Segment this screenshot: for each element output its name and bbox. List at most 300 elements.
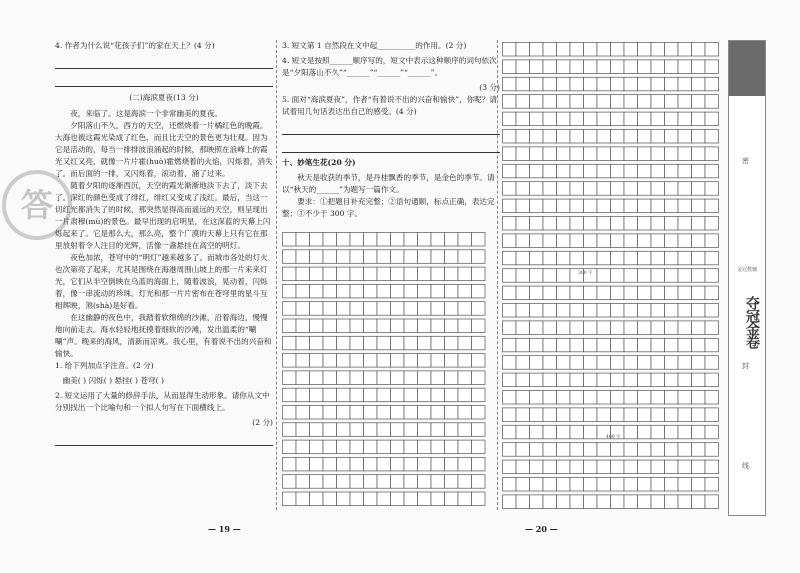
grid-cell[interactable] xyxy=(377,423,391,437)
grid-cell[interactable] xyxy=(584,112,598,126)
grid-cell[interactable] xyxy=(503,443,517,457)
grid-cell[interactable] xyxy=(458,423,472,437)
grid-cell[interactable] xyxy=(597,286,611,300)
grid-cell[interactable] xyxy=(377,267,391,281)
grid-cell[interactable] xyxy=(323,406,337,420)
grid-cell[interactable] xyxy=(638,77,652,91)
grid-cell[interactable] xyxy=(624,425,638,439)
grid-cell[interactable] xyxy=(530,443,544,457)
grid-cell[interactable] xyxy=(337,267,351,281)
grid-cell[interactable] xyxy=(611,77,625,91)
grid-cell[interactable] xyxy=(516,269,530,283)
grid-cell[interactable] xyxy=(692,269,706,283)
grid-cell[interactable] xyxy=(692,147,706,161)
grid-cell[interactable] xyxy=(503,164,517,178)
grid-cell[interactable] xyxy=(678,199,692,213)
grid-cell[interactable] xyxy=(431,406,445,420)
grid-cell[interactable] xyxy=(543,95,557,109)
grid-cell[interactable] xyxy=(584,304,598,318)
grid-cell[interactable] xyxy=(364,475,378,489)
grid-cell[interactable] xyxy=(543,321,557,335)
grid-cell[interactable] xyxy=(350,284,364,298)
grid-cell[interactable] xyxy=(557,112,571,126)
grid-cell[interactable] xyxy=(557,77,571,91)
grid-cell[interactable] xyxy=(364,423,378,437)
grid-cell[interactable] xyxy=(651,373,665,387)
grid-cell[interactable] xyxy=(692,321,706,335)
grid-cell[interactable] xyxy=(530,251,544,264)
grid-cell[interactable] xyxy=(692,443,706,457)
grid-cell[interactable] xyxy=(337,354,351,368)
grid-cell[interactable] xyxy=(570,286,584,300)
grid-cell[interactable] xyxy=(431,475,445,489)
grid-cell[interactable] xyxy=(678,443,692,457)
grid-cell[interactable] xyxy=(337,492,351,506)
grid-cell[interactable] xyxy=(472,233,486,247)
grid-cell[interactable] xyxy=(584,217,598,231)
answer-line[interactable] xyxy=(55,73,273,87)
grid-cell[interactable] xyxy=(377,440,391,454)
grid-cell[interactable] xyxy=(323,354,337,368)
grid-cell[interactable] xyxy=(543,425,557,439)
composition-grid[interactable] xyxy=(502,42,724,512)
grid-cell[interactable] xyxy=(665,112,679,126)
grid-cell[interactable] xyxy=(364,284,378,298)
grid-cell[interactable] xyxy=(296,406,310,420)
grid-cell[interactable] xyxy=(638,443,652,457)
grid-cell[interactable] xyxy=(557,251,571,264)
grid-cell[interactable] xyxy=(638,391,652,405)
grid-cell[interactable] xyxy=(705,391,719,405)
grid-cell[interactable] xyxy=(404,284,418,298)
grid-cell[interactable] xyxy=(503,95,517,109)
grid-cell[interactable] xyxy=(418,267,432,281)
grid-cell[interactable] xyxy=(692,304,706,318)
grid-cell[interactable] xyxy=(624,60,638,74)
grid-cell[interactable] xyxy=(283,302,297,316)
composition-grid[interactable] xyxy=(282,232,490,512)
grid-cell[interactable] xyxy=(472,423,486,437)
grid-cell[interactable] xyxy=(638,286,652,300)
grid-cell[interactable] xyxy=(418,284,432,298)
grid-cell[interactable] xyxy=(651,182,665,196)
grid-cell[interactable] xyxy=(530,269,544,283)
grid-cell[interactable] xyxy=(458,371,472,385)
grid-cell[interactable] xyxy=(557,443,571,457)
grid-cell[interactable] xyxy=(651,460,665,474)
grid-cell[interactable] xyxy=(692,338,706,352)
grid-cell[interactable] xyxy=(597,164,611,178)
grid-cell[interactable] xyxy=(678,408,692,422)
grid-cell[interactable] xyxy=(692,286,706,300)
grid-cell[interactable] xyxy=(678,356,692,370)
grid-cell[interactable] xyxy=(692,199,706,213)
grid-cell[interactable] xyxy=(516,164,530,178)
grid-cell[interactable] xyxy=(310,388,324,402)
grid-cell[interactable] xyxy=(705,77,719,91)
grid-cell[interactable] xyxy=(624,112,638,126)
grid-cell[interactable] xyxy=(611,269,625,283)
grid-cell[interactable] xyxy=(310,250,324,263)
grid-cell[interactable] xyxy=(458,457,472,471)
grid-cell[interactable] xyxy=(377,475,391,489)
grid-cell[interactable] xyxy=(472,440,486,454)
grid-cell[interactable] xyxy=(458,267,472,281)
grid-cell[interactable] xyxy=(377,319,391,333)
grid-cell[interactable] xyxy=(418,250,432,263)
grid-cell[interactable] xyxy=(611,338,625,352)
grid-cell[interactable] xyxy=(503,43,517,57)
grid-cell[interactable] xyxy=(530,112,544,126)
grid-cell[interactable] xyxy=(543,373,557,387)
grid-cell[interactable] xyxy=(296,371,310,385)
grid-cell[interactable] xyxy=(530,478,544,492)
grid-cell[interactable] xyxy=(624,286,638,300)
grid-cell[interactable] xyxy=(283,284,297,298)
grid-cell[interactable] xyxy=(624,338,638,352)
grid-cell[interactable] xyxy=(391,371,405,385)
grid-cell[interactable] xyxy=(404,388,418,402)
grid-cell[interactable] xyxy=(597,43,611,57)
grid-cell[interactable] xyxy=(638,130,652,144)
grid-cell[interactable] xyxy=(678,460,692,474)
grid-cell[interactable] xyxy=(557,408,571,422)
grid-cell[interactable] xyxy=(296,354,310,368)
grid-cell[interactable] xyxy=(296,388,310,402)
grid-cell[interactable] xyxy=(557,356,571,370)
grid-cell[interactable] xyxy=(445,336,459,350)
grid-cell[interactable] xyxy=(638,321,652,335)
grid-cell[interactable] xyxy=(584,443,598,457)
grid-cell[interactable] xyxy=(516,60,530,74)
grid-cell[interactable] xyxy=(705,147,719,161)
grid-cell[interactable] xyxy=(431,440,445,454)
grid-cell[interactable] xyxy=(516,304,530,318)
grid-cell[interactable] xyxy=(557,338,571,352)
grid-cell[interactable] xyxy=(557,373,571,387)
grid-cell[interactable] xyxy=(665,321,679,335)
grid-cell[interactable] xyxy=(458,475,472,489)
grid-cell[interactable] xyxy=(391,492,405,506)
grid-cell[interactable] xyxy=(337,406,351,420)
grid-cell[interactable] xyxy=(611,199,625,213)
grid-cell[interactable] xyxy=(597,391,611,405)
grid-cell[interactable] xyxy=(705,234,719,248)
grid-cell[interactable] xyxy=(445,267,459,281)
grid-cell[interactable] xyxy=(692,478,706,492)
grid-cell[interactable] xyxy=(570,338,584,352)
grid-cell[interactable] xyxy=(472,406,486,420)
grid-cell[interactable] xyxy=(377,336,391,350)
grid-cell[interactable] xyxy=(418,233,432,247)
grid-cell[interactable] xyxy=(665,495,679,509)
grid-cell[interactable] xyxy=(377,250,391,263)
grid-cell[interactable] xyxy=(296,284,310,298)
grid-cell[interactable] xyxy=(310,354,324,368)
grid-cell[interactable] xyxy=(543,112,557,126)
grid-cell[interactable] xyxy=(310,440,324,454)
grid-cell[interactable] xyxy=(516,425,530,439)
grid-cell[interactable] xyxy=(584,495,598,509)
grid-cell[interactable] xyxy=(404,354,418,368)
grid-cell[interactable] xyxy=(404,423,418,437)
grid-cell[interactable] xyxy=(391,267,405,281)
grid-cell[interactable] xyxy=(651,269,665,283)
grid-cell[interactable] xyxy=(543,60,557,74)
grid-cell[interactable] xyxy=(678,251,692,264)
grid-cell[interactable] xyxy=(692,164,706,178)
grid-cell[interactable] xyxy=(445,371,459,385)
grid-cell[interactable] xyxy=(472,475,486,489)
grid-cell[interactable] xyxy=(638,60,652,74)
grid-cell[interactable] xyxy=(651,478,665,492)
grid-cell[interactable] xyxy=(310,319,324,333)
grid-cell[interactable] xyxy=(404,267,418,281)
grid-cell[interactable] xyxy=(543,217,557,231)
grid-cell[interactable] xyxy=(665,217,679,231)
grid-cell[interactable] xyxy=(624,43,638,57)
grid-cell[interactable] xyxy=(557,321,571,335)
grid-cell[interactable] xyxy=(624,443,638,457)
grid-cell[interactable] xyxy=(391,440,405,454)
grid-cell[interactable] xyxy=(350,440,364,454)
grid-cell[interactable] xyxy=(404,233,418,247)
grid-cell[interactable] xyxy=(638,217,652,231)
grid-cell[interactable] xyxy=(323,250,337,263)
grid-cell[interactable] xyxy=(472,457,486,471)
grid-cell[interactable] xyxy=(611,373,625,387)
grid-cell[interactable] xyxy=(516,443,530,457)
grid-cell[interactable] xyxy=(323,440,337,454)
grid-cell[interactable] xyxy=(624,77,638,91)
grid-cell[interactable] xyxy=(611,95,625,109)
grid-cell[interactable] xyxy=(431,233,445,247)
grid-cell[interactable] xyxy=(472,302,486,316)
grid-cell[interactable] xyxy=(530,460,544,474)
grid-cell[interactable] xyxy=(530,286,544,300)
grid-cell[interactable] xyxy=(364,354,378,368)
grid-cell[interactable] xyxy=(678,95,692,109)
grid-cell[interactable] xyxy=(665,478,679,492)
grid-cell[interactable] xyxy=(404,406,418,420)
grid-cell[interactable] xyxy=(530,130,544,144)
grid-cell[interactable] xyxy=(503,391,517,405)
grid-cell[interactable] xyxy=(584,43,598,57)
grid-cell[interactable] xyxy=(665,443,679,457)
grid-cell[interactable] xyxy=(584,130,598,144)
grid-cell[interactable] xyxy=(705,182,719,196)
grid-cell[interactable] xyxy=(678,217,692,231)
grid-cell[interactable] xyxy=(705,251,719,264)
grid-cell[interactable] xyxy=(692,425,706,439)
grid-cell[interactable] xyxy=(638,147,652,161)
grid-cell[interactable] xyxy=(624,408,638,422)
grid-cell[interactable] xyxy=(350,267,364,281)
grid-cell[interactable] xyxy=(364,457,378,471)
grid-cell[interactable] xyxy=(638,112,652,126)
grid-cell[interactable] xyxy=(638,338,652,352)
grid-cell[interactable] xyxy=(705,217,719,231)
grid-cell[interactable] xyxy=(516,95,530,109)
grid-cell[interactable] xyxy=(503,234,517,248)
grid-cell[interactable] xyxy=(584,95,598,109)
grid-cell[interactable] xyxy=(283,406,297,420)
grid-cell[interactable] xyxy=(584,373,598,387)
grid-cell[interactable] xyxy=(543,356,557,370)
grid-cell[interactable] xyxy=(391,406,405,420)
grid-cell[interactable] xyxy=(624,460,638,474)
grid-cell[interactable] xyxy=(705,43,719,57)
grid-cell[interactable] xyxy=(570,234,584,248)
grid-cell[interactable] xyxy=(611,182,625,196)
grid-cell[interactable] xyxy=(337,475,351,489)
grid-cell[interactable] xyxy=(283,423,297,437)
grid-cell[interactable] xyxy=(543,77,557,91)
grid-cell[interactable] xyxy=(611,321,625,335)
grid-cell[interactable] xyxy=(570,217,584,231)
grid-cell[interactable] xyxy=(705,478,719,492)
grid-cell[interactable] xyxy=(296,492,310,506)
grid-cell[interactable] xyxy=(678,147,692,161)
grid-cell[interactable] xyxy=(557,425,571,439)
grid-cell[interactable] xyxy=(364,250,378,263)
grid-cell[interactable] xyxy=(611,164,625,178)
grid-cell[interactable] xyxy=(651,495,665,509)
grid-cell[interactable] xyxy=(516,147,530,161)
grid-cell[interactable] xyxy=(418,336,432,350)
grid-cell[interactable] xyxy=(570,182,584,196)
grid-cell[interactable] xyxy=(638,460,652,474)
grid-cell[interactable] xyxy=(543,338,557,352)
grid-cell[interactable] xyxy=(705,373,719,387)
grid-cell[interactable] xyxy=(296,457,310,471)
grid-cell[interactable] xyxy=(431,267,445,281)
grid-cell[interactable] xyxy=(431,492,445,506)
grid-cell[interactable] xyxy=(584,147,598,161)
grid-cell[interactable] xyxy=(584,425,598,439)
grid-cell[interactable] xyxy=(377,371,391,385)
grid-cell[interactable] xyxy=(705,304,719,318)
grid-cell[interactable] xyxy=(584,234,598,248)
grid-cell[interactable] xyxy=(597,356,611,370)
grid-cell[interactable] xyxy=(445,457,459,471)
grid-cell[interactable] xyxy=(472,388,486,402)
grid-cell[interactable] xyxy=(651,286,665,300)
grid-cell[interactable] xyxy=(638,234,652,248)
grid-cell[interactable] xyxy=(323,302,337,316)
grid-cell[interactable] xyxy=(445,302,459,316)
grid-cell[interactable] xyxy=(665,130,679,144)
grid-cell[interactable] xyxy=(611,356,625,370)
grid-cell[interactable] xyxy=(584,199,598,213)
grid-cell[interactable] xyxy=(516,182,530,196)
grid-cell[interactable] xyxy=(323,457,337,471)
grid-cell[interactable] xyxy=(431,250,445,263)
grid-cell[interactable] xyxy=(557,95,571,109)
grid-cell[interactable] xyxy=(503,182,517,196)
grid-cell[interactable] xyxy=(445,492,459,506)
grid-cell[interactable] xyxy=(584,391,598,405)
grid-cell[interactable] xyxy=(624,95,638,109)
grid-cell[interactable] xyxy=(692,356,706,370)
grid-cell[interactable] xyxy=(404,371,418,385)
grid-cell[interactable] xyxy=(391,233,405,247)
grid-cell[interactable] xyxy=(665,199,679,213)
grid-cell[interactable] xyxy=(651,43,665,57)
grid-cell[interactable] xyxy=(705,60,719,74)
grid-cell[interactable] xyxy=(458,250,472,263)
grid-cell[interactable] xyxy=(665,251,679,264)
grid-cell[interactable] xyxy=(472,354,486,368)
grid-cell[interactable] xyxy=(503,304,517,318)
grid-cell[interactable] xyxy=(543,304,557,318)
grid-cell[interactable] xyxy=(283,336,297,350)
grid-cell[interactable] xyxy=(350,406,364,420)
grid-cell[interactable] xyxy=(530,304,544,318)
grid-cell[interactable] xyxy=(570,443,584,457)
grid-cell[interactable] xyxy=(516,338,530,352)
grid-cell[interactable] xyxy=(377,354,391,368)
grid-cell[interactable] xyxy=(665,77,679,91)
grid-cell[interactable] xyxy=(516,478,530,492)
grid-cell[interactable] xyxy=(557,147,571,161)
grid-cell[interactable] xyxy=(557,478,571,492)
grid-cell[interactable] xyxy=(530,182,544,196)
grid-cell[interactable] xyxy=(678,495,692,509)
grid-cell[interactable] xyxy=(350,319,364,333)
grid-cell[interactable] xyxy=(364,406,378,420)
grid-cell[interactable] xyxy=(472,371,486,385)
grid-cell[interactable] xyxy=(503,217,517,231)
grid-cell[interactable] xyxy=(570,408,584,422)
grid-cell[interactable] xyxy=(665,164,679,178)
grid-cell[interactable] xyxy=(692,182,706,196)
grid-cell[interactable] xyxy=(503,147,517,161)
grid-cell[interactable] xyxy=(445,475,459,489)
grid-cell[interactable] xyxy=(570,77,584,91)
grid-cell[interactable] xyxy=(543,408,557,422)
grid-cell[interactable] xyxy=(651,443,665,457)
grid-cell[interactable] xyxy=(557,269,571,283)
grid-cell[interactable] xyxy=(705,269,719,283)
grid-cell[interactable] xyxy=(472,250,486,263)
grid-cell[interactable] xyxy=(705,286,719,300)
grid-cell[interactable] xyxy=(611,495,625,509)
grid-cell[interactable] xyxy=(557,199,571,213)
grid-cell[interactable] xyxy=(350,388,364,402)
grid-cell[interactable] xyxy=(445,388,459,402)
grid-cell[interactable] xyxy=(584,356,598,370)
grid-cell[interactable] xyxy=(543,478,557,492)
grid-cell[interactable] xyxy=(431,319,445,333)
grid-cell[interactable] xyxy=(337,423,351,437)
grid-cell[interactable] xyxy=(692,391,706,405)
grid-cell[interactable] xyxy=(597,338,611,352)
grid-cell[interactable] xyxy=(296,250,310,263)
grid-cell[interactable] xyxy=(705,460,719,474)
answer-line[interactable] xyxy=(55,55,273,69)
grid-cell[interactable] xyxy=(391,319,405,333)
grid-cell[interactable] xyxy=(678,338,692,352)
grid-cell[interactable] xyxy=(404,440,418,454)
grid-cell[interactable] xyxy=(283,267,297,281)
grid-cell[interactable] xyxy=(678,269,692,283)
grid-cell[interactable] xyxy=(283,388,297,402)
grid-cell[interactable] xyxy=(705,408,719,422)
grid-cell[interactable] xyxy=(530,60,544,74)
grid-cell[interactable] xyxy=(692,130,706,144)
grid-cell[interactable] xyxy=(310,406,324,420)
